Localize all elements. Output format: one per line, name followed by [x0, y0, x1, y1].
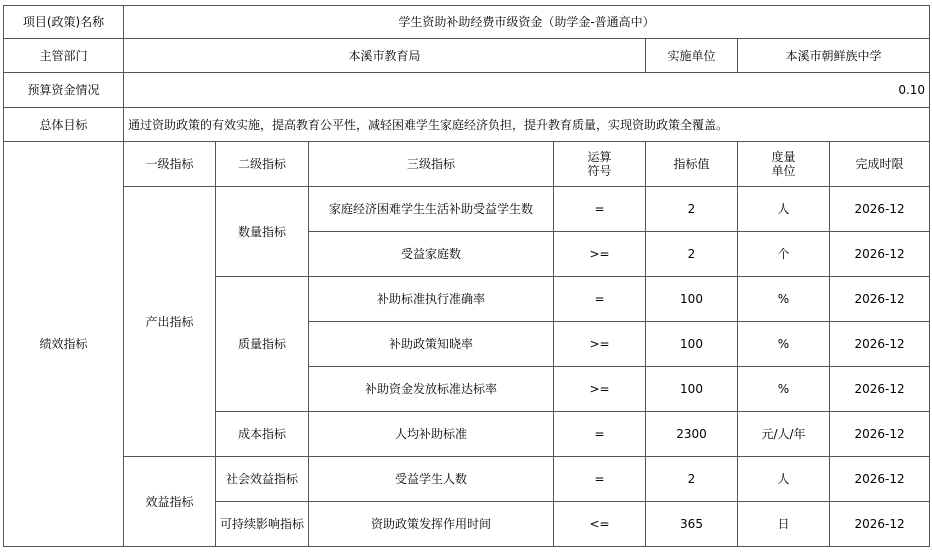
indicator-value: 2	[646, 232, 738, 277]
indicator-deadline: 2026-12	[830, 502, 930, 547]
indicator-unit: 日	[738, 502, 830, 547]
indicator-deadline: 2026-12	[830, 277, 930, 322]
indicator-deadline: 2026-12	[830, 457, 930, 502]
col-level3: 三级指标	[309, 142, 554, 187]
indicator-value: 2300	[646, 412, 738, 457]
performance-table	[3, 5, 930, 547]
indicator-op: =	[554, 457, 646, 502]
subgroup-social: 社会效益指标	[216, 457, 309, 502]
group-benefit: 效益指标	[124, 457, 216, 547]
perf-label: 绩效指标	[4, 142, 124, 547]
indicator-unit: 人	[738, 457, 830, 502]
indicator-deadline: 2026-12	[830, 412, 930, 457]
goal-value: 通过资助政策的有效实施，提高教育公平性，减轻困难学生家庭经济负担，提升教育质量，实现资助政策全覆盖。	[124, 108, 930, 142]
group-output: 产出指标	[124, 187, 216, 457]
indicator-value: 100	[646, 277, 738, 322]
indicator-name: 家庭经济困难学生生活补助受益学生数	[309, 187, 554, 232]
col-value: 指标值	[646, 142, 738, 187]
table-row	[4, 187, 930, 232]
budget-row	[4, 73, 930, 108]
indicator-value: 2	[646, 187, 738, 232]
department-row	[4, 39, 930, 73]
indicator-unit: 个	[738, 232, 830, 277]
project-name-label: 项目(政策)名称	[4, 6, 124, 39]
indicator-name: 受益学生人数	[309, 457, 554, 502]
indicator-name: 补助政策知晓率	[309, 322, 554, 367]
indicator-op: =	[554, 187, 646, 232]
impl-unit-value: 本溪市朝鲜族中学	[738, 39, 930, 73]
indicator-name: 补助资金发放标准达标率	[309, 367, 554, 412]
indicator-value: 2	[646, 457, 738, 502]
project-name-row	[4, 6, 930, 39]
subgroup-cost: 成本指标	[216, 412, 309, 457]
project-name-value: 学生资助补助经费市级资金（助学金-普通高中）	[124, 6, 930, 39]
col-level1: 一级指标	[124, 142, 216, 187]
indicator-value: 100	[646, 322, 738, 367]
goal-row	[4, 108, 930, 142]
indicator-unit: 元/人/年	[738, 412, 830, 457]
indicator-value: 100	[646, 367, 738, 412]
table-row	[4, 457, 930, 502]
indicator-deadline: 2026-12	[830, 367, 930, 412]
col-unit: 度量 单位	[738, 142, 830, 187]
col-deadline: 完成时限	[830, 142, 930, 187]
indicator-op: >=	[554, 367, 646, 412]
indicator-name: 补助标准执行准确率	[309, 277, 554, 322]
subgroup-quality: 质量指标	[216, 277, 309, 412]
column-header-row	[4, 142, 930, 187]
indicator-deadline: 2026-12	[830, 187, 930, 232]
indicator-name: 人均补助标准	[309, 412, 554, 457]
col-level2: 二级指标	[216, 142, 309, 187]
indicator-unit: 人	[738, 187, 830, 232]
dept-label: 主管部门	[4, 39, 124, 73]
indicator-deadline: 2026-12	[830, 322, 930, 367]
indicator-deadline: 2026-12	[830, 232, 930, 277]
indicator-op: >=	[554, 232, 646, 277]
indicator-op: =	[554, 277, 646, 322]
goal-label: 总体目标	[4, 108, 124, 142]
impl-unit-label: 实施单位	[646, 39, 738, 73]
indicator-unit: %	[738, 367, 830, 412]
indicator-unit: %	[738, 277, 830, 322]
subgroup-sustain: 可持续影响指标	[216, 502, 309, 547]
indicator-op: >=	[554, 322, 646, 367]
indicator-value: 365	[646, 502, 738, 547]
subgroup-quantity: 数量指标	[216, 187, 309, 277]
indicator-name: 受益家庭数	[309, 232, 554, 277]
budget-label: 预算资金情况	[4, 73, 124, 108]
indicator-op: =	[554, 412, 646, 457]
budget-value: 0.10	[124, 73, 930, 108]
indicator-op: <=	[554, 502, 646, 547]
indicator-unit: %	[738, 322, 830, 367]
dept-value: 本溪市教育局	[124, 39, 646, 73]
col-operator: 运算 符号	[554, 142, 646, 187]
indicator-name: 资助政策发挥作用时间	[309, 502, 554, 547]
